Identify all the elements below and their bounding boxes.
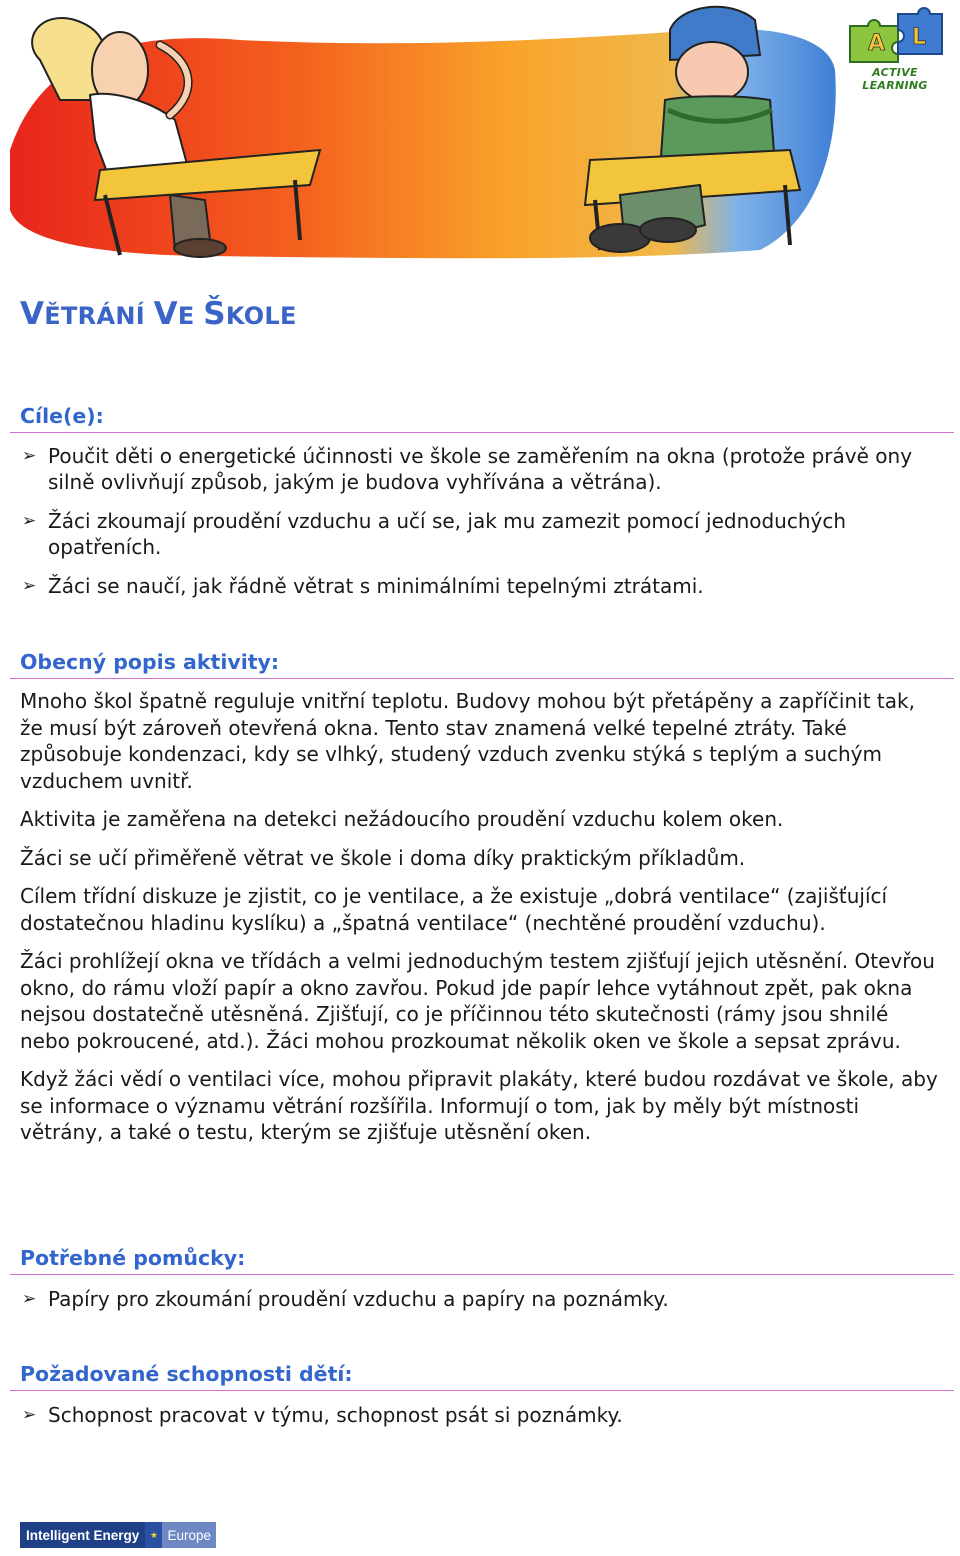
title-part: KOLE [225,302,297,330]
arrow-bullet-icon: ➢ [22,1289,37,1309]
list-item-text: Schopnost pracovat v týmu, schopnost psát si poznámky. [48,1403,623,1427]
title-part: E [177,302,204,330]
list-item [20,1402,940,1428]
svg-text:L: L [912,25,927,50]
list-item-text: Papíry pro zkoumání proudění vzduchu a papíry na poznámky. [48,1287,669,1311]
goals-list [20,443,940,612]
banner-illustration [0,0,960,268]
arrow-bullet-icon: ➢ [22,446,37,466]
arrow-bullet-icon: ➢ [22,1405,37,1425]
paragraph: Cílem třídní diskuze je zjistit, co je ventilace, a že existuje „dobrá ventilace“ (zajišťující dostatečnou hladinu kyslíku) a „špatná ventilace“ (nechtěné proudění vzduchu). [20,884,888,935]
puzzle-logo-icon [840,6,950,66]
list-item [20,1286,940,1312]
goals-heading: Cíle(e): [10,402,954,433]
title-part: V [20,296,45,332]
logo-brand-right: Europe [162,1522,216,1548]
materials-heading: Potřebné pomůcky: [10,1244,954,1275]
eu-flag-icon: ★ [145,1522,162,1548]
logo-text: ACTIVE LEARNING [862,66,928,92]
paragraph: Aktivita je zaměřena na detekci nežádoucího proudění vzduchu kolem oken. [20,807,784,831]
list-item-text: Žáci se naučí, jak řádně větrat s minimálními tepelnými ztrátami. [48,574,704,598]
logo-brand-left: Intelligent Energy [20,1522,145,1548]
title-part: ĚTRÁNÍ [44,302,154,330]
description-heading: Obecný popis aktivity: [10,648,954,679]
skills-list [20,1402,940,1441]
list-item-text: Žáci zkoumají proudění vzduchu a učí se, jak mu zamezit pomocí jednoduchých opatřeních. [48,509,847,559]
list-item [20,443,940,495]
arrow-bullet-icon: ➢ [22,576,37,596]
materials-list [20,1286,940,1325]
active-learning-logo [840,6,950,92]
paragraph: Když žáci vědí o ventilaci více, mohou připravit plakáty, které budou rozdávat ve škole, aby se informace o významu větrání rozšířila. Informují o tom, jak by měly být místnosti větrány, a také o testu, kterým se zjišťuje utěsnění oken. [20,1067,938,1144]
header-banner [0,0,960,268]
skills-heading: Požadované schopnosti dětí: [10,1360,954,1391]
list-item-text: Poučit děti o energetické účinnosti ve škole se zaměřením na okna (protože právě ony silně ovlivňují způsob, jakým je budova vyhřívána a větrána). [48,444,913,494]
intelligent-energy-europe-logo [20,1522,216,1548]
list-item [20,573,940,599]
arrow-bullet-icon: ➢ [22,511,37,531]
paragraph: Žáci prohlížejí okna ve třídách a velmi jednoduchým testem zjišťují jejich utěsnění. Otevřou okno, do rámu vloží papír a okno zavřou. Pokud jde papír lehce vytáhnout zpět, pak okna nejsou dostatečně utěsněná. Zjišťují, co je příčinnou této skutečnosti (rámy jsou shnilé nebo pokroucené, atd.). Žáci mohou prozkoumat několik oken ve škole a sepsat zprávu. [20,949,935,1053]
title-part: Š [203,296,226,332]
list-item [20,508,940,560]
description-body [20,688,940,1158]
title-part: V [153,296,178,332]
paragraph: Mnoho škol špatně reguluje vnitřní teplotu. Budovy mohou být přetápěny a zapříčinit tak, že musí být zároveň otevřená okna. Tento stav znamená velké tepelné ztráty. Také způsobuje kondenzaci, kdy se vlhký, studený vzduch zvenku stýká s teplým a suchým vzduchem uvnitř. [20,689,915,793]
svg-text:A: A [868,31,886,56]
paragraph: Žáci se učí přiměřeně větrat ve škole i doma díky praktickým příkladům. [20,845,746,870]
page-title [20,296,297,332]
